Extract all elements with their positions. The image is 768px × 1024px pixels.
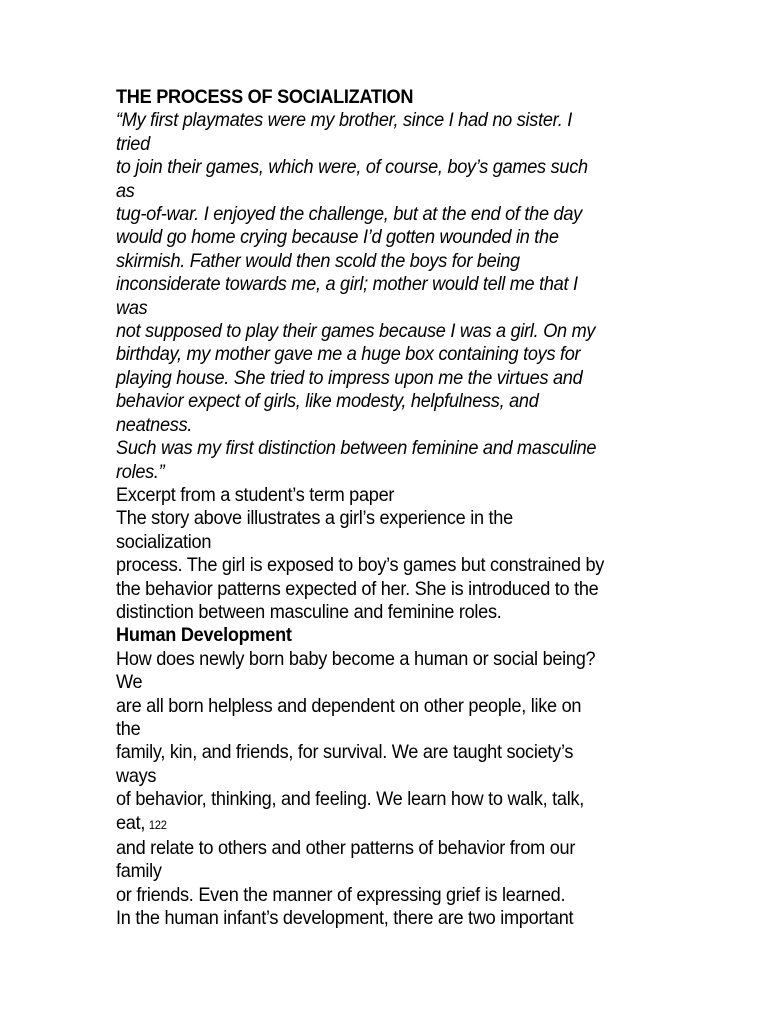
document-title: THE PROCESS OF SOCIALIZATION bbox=[116, 86, 414, 108]
quote-line: Such was my first distinction between feminine and masculine bbox=[116, 437, 597, 460]
paragraph-line: In the human infant’s development, there are two important bbox=[116, 907, 574, 930]
paragraph-line: family bbox=[116, 860, 162, 883]
eat-text: eat, bbox=[116, 811, 146, 834]
quote-line: tried bbox=[116, 132, 150, 155]
paragraph-line: We bbox=[116, 671, 143, 694]
quote-line: birthday, my mother gave me a huge box containing toys for bbox=[116, 343, 581, 366]
intro-paragraph bbox=[116, 507, 618, 624]
paragraph-line: the behavior patterns expected of her. She is introduced to the bbox=[116, 577, 599, 600]
quote-source: Excerpt from a student’s term paper bbox=[116, 483, 395, 506]
page-number: 122 bbox=[148, 817, 167, 832]
quote-line: behavior expect of girls, like modesty, helpfulness, and bbox=[116, 390, 539, 413]
paragraph-line: How does newly born baby become a human or social being? bbox=[116, 647, 596, 670]
quote-line: neatness. bbox=[116, 413, 193, 436]
quote-line: as bbox=[116, 179, 135, 202]
document-page bbox=[116, 86, 618, 931]
paragraph-line: socialization bbox=[116, 530, 212, 553]
quote-line: would go home crying because I’d gotten wounded in the bbox=[116, 226, 559, 249]
paragraph-line: or friends. Even the manner of expressing grief is learned. bbox=[116, 883, 566, 906]
paragraph-line: The story above illustrates a girl’s experience in the bbox=[116, 507, 513, 530]
paragraph-line: of behavior, thinking, and feeling. We learn how to walk, talk, bbox=[116, 788, 584, 811]
paragraph-line: ways bbox=[116, 764, 157, 787]
quote-line: to join their games, which were, of course, boy’s games such bbox=[116, 156, 588, 179]
paragraph-line: family, kin, and friends, for survival. We are taught society’s bbox=[116, 741, 574, 764]
paragraph-line: distinction between masculine and feminine roles. bbox=[116, 600, 502, 623]
paragraph-line-with-page-number bbox=[116, 812, 618, 837]
paragraph-line: the bbox=[116, 717, 141, 740]
quote-line: playing house. She tried to impress upon me the virtues and bbox=[116, 366, 583, 389]
paragraph-line: process. The girl is exposed to boy’s games but constrained by bbox=[116, 554, 605, 577]
quote-line: roles.” bbox=[116, 460, 165, 483]
paragraph-line: and relate to others and other patterns of behavior from our bbox=[116, 837, 576, 859]
quote-block bbox=[116, 109, 618, 484]
quote-line: tug-of-war. I enjoyed the challenge, but at the end of the day bbox=[116, 203, 582, 226]
section-heading: Human Development bbox=[116, 624, 292, 647]
quote-line: skirmish. Father would then scold the boys for being bbox=[116, 249, 520, 272]
quote-line: was bbox=[116, 296, 148, 319]
quote-line: not supposed to play their games because I was a girl. On my bbox=[116, 320, 596, 343]
quote-line: “My first playmates were my brother, since I had no sister. I bbox=[116, 109, 573, 132]
quote-line: inconsiderate towards me, a girl; mother would tell me that I bbox=[116, 273, 578, 296]
paragraph-line: are all born helpless and dependent on other people, like on bbox=[116, 694, 582, 717]
body-paragraph bbox=[116, 648, 618, 931]
